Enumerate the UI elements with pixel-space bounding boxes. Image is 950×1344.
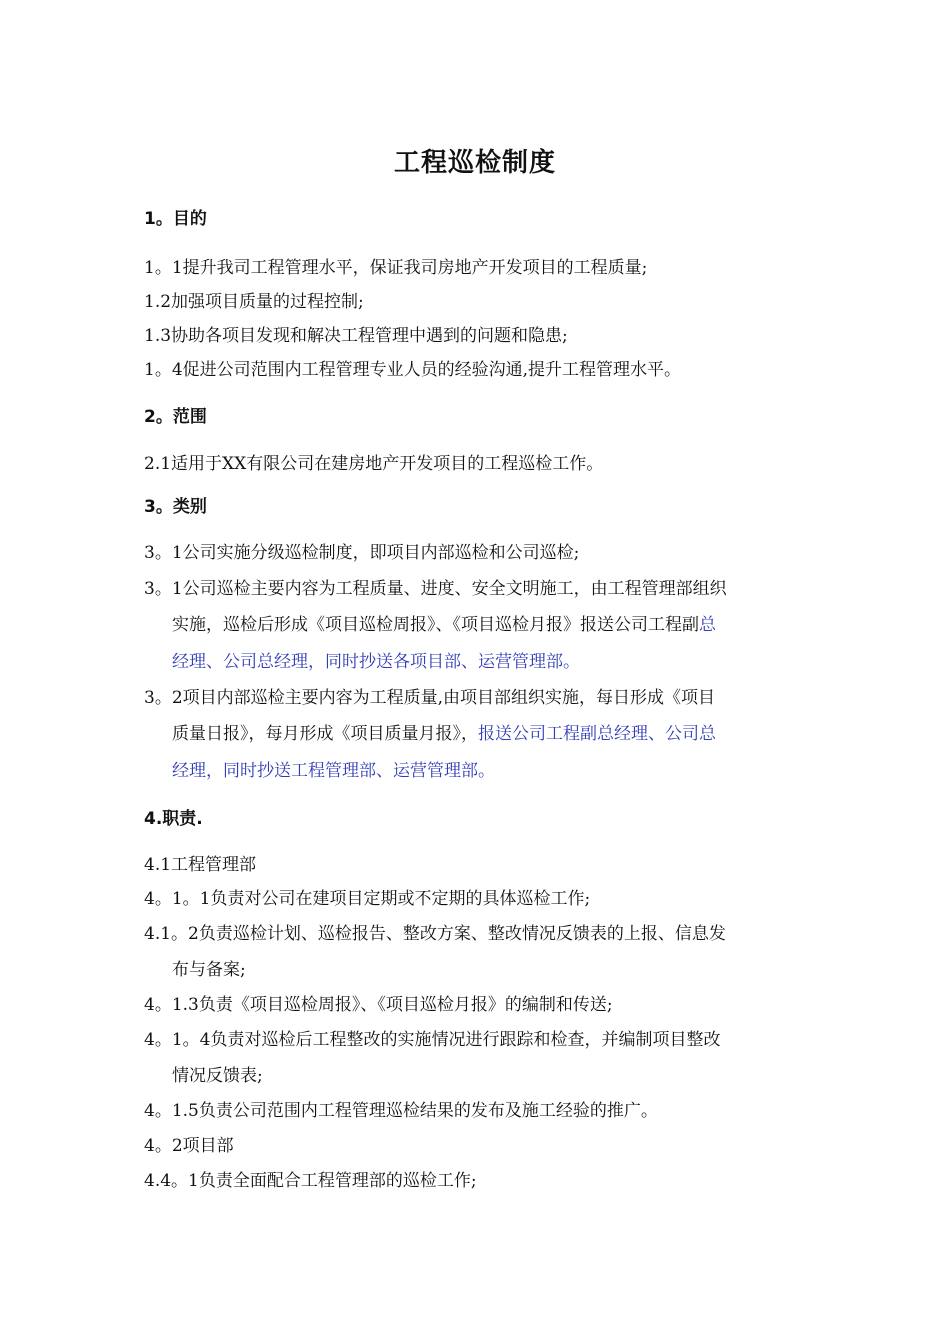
paragraph-4-1-4-line1: 4。1。4负责对巡检后工程整改的实施情况进行跟踪和检查，并编制项目整改 (144, 1030, 721, 1050)
paragraph-4-4-1: 4.4。1负责全面配合工程管理部的巡检工作; (144, 1171, 477, 1191)
paragraph-4-1-5: 4。1.5负责公司范围内工程管理巡检结果的发布及施工经验的推广。 (144, 1101, 658, 1121)
paragraph-3-2-line1: 3。2项目内部巡检主要内容为工程质量,由项目部组织实施，每日形成《项目 (144, 688, 716, 708)
paragraph-3-2-line2-text: 质量日报》，每月形成《项目质量月报》， (172, 724, 478, 744)
paragraph-3-2-line2-highlight: 报送公司工程副总经理、公司总 (478, 724, 716, 744)
paragraph-1-1: 1。1提升我司工程管理水平，保证我司房地产开发项目的工程质量; (144, 258, 648, 278)
paragraph-4-1-4-line2: 情况反馈表; (172, 1066, 263, 1086)
paragraph-3-1b-line2 (172, 613, 716, 637)
paragraph-3-1b-line2-text: 实施，巡检后形成《项目巡检周报》、《项目巡检月报》报送公司工程副 (172, 615, 699, 635)
paragraph-1-3: 1.3协助各项目发现和解决工程管理中遇到的问题和隐患; (144, 326, 568, 346)
paragraph-3-1b-line2-highlight: 总 (699, 615, 716, 635)
paragraph-4-1-2-line2: 布与备案; (172, 960, 246, 980)
paragraph-4-2: 4。2项目部 (144, 1136, 234, 1156)
paragraph-2-1: 2.1适用于XX有限公司在建房地产开发项目的工程巡检工作。 (144, 454, 604, 474)
paragraph-4-1-1: 4。1。1负责对公司在建项目定期或不定期的具体巡检工作; (144, 889, 591, 909)
paragraph-3-2-line3-highlight: 经理，同时抄送工程管理部、运营管理部。 (172, 761, 495, 781)
paragraph-4-1: 4.1工程管理部 (144, 855, 257, 875)
section-heading-scope: 2。范围 (144, 407, 207, 427)
paragraph-3-1: 3。1公司实施分级巡检制度，即项目内部巡检和公司巡检; (144, 543, 580, 563)
paragraph-3-2-line2 (172, 722, 716, 746)
paragraph-3-1b-line3-highlight: 经理、公司总经理，同时抄送各项目部、运营管理部。 (172, 652, 580, 672)
paragraph-4-1-3: 4。1.3负责《项目巡检周报》、《项目巡检月报》的编制和传送; (144, 995, 613, 1015)
section-heading-purpose: 1。目的 (144, 209, 207, 229)
page-title: 工程巡检制度 (393, 148, 556, 178)
paragraph-3-1b-line1: 3。1公司巡检主要内容为工程质量、进度、安全文明施工，由工程管理部组织 (144, 579, 727, 599)
paragraph-1-2: 1.2加强项目质量的过程控制; (144, 292, 364, 312)
section-heading-category: 3。类别 (144, 497, 207, 517)
section-heading-duties: 4.职责. (144, 809, 203, 829)
paragraph-4-1-2-line1: 4.1。2负责巡检计划、巡检报告、整改方案、整改情况反馈表的上报、信息发 (144, 924, 726, 944)
paragraph-1-4: 1。4促进公司范围内工程管理专业人员的经验沟通,提升工程管理水平。 (144, 360, 682, 380)
